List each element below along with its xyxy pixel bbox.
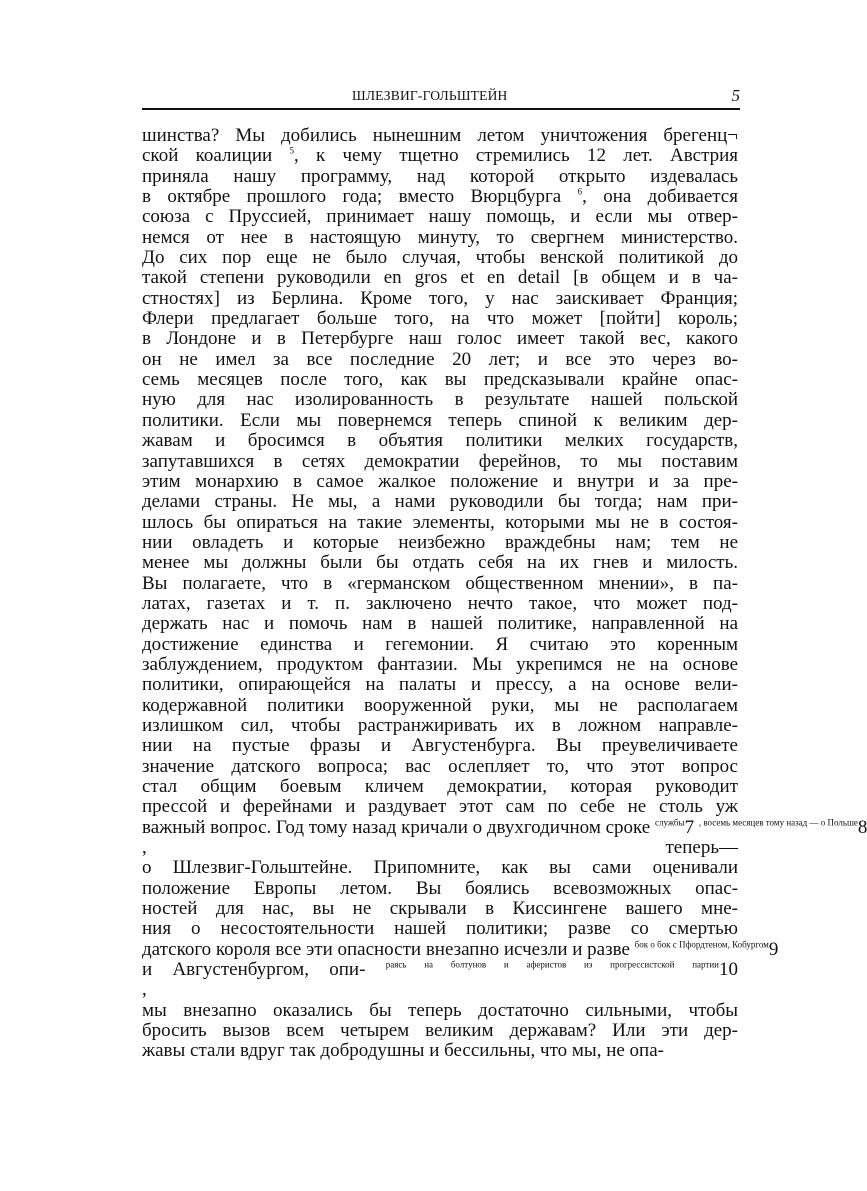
text-line: шлось бы опираться на такие элементы, которыми мы не в состоя- (142, 511, 738, 533)
text-line: жавы стали вдруг так добродушны и бессильны, что мы, не опа- (142, 1040, 664, 1062)
text-line: приняла нашу программу, над которой открыто издевалась (142, 165, 738, 187)
text-line: жавам и бросимся в объятия политики мелких государств, (142, 430, 738, 452)
text-line: стностях] из Берлина. Кроме того, у нас заискивает Франция; (142, 287, 738, 309)
text-line: латах, газетах и т. п. заключено нечто такое, что может под- (142, 592, 738, 614)
text-line: шинства? Мы добились нынешним летом уничтожения брегенц¬ (142, 125, 738, 146)
header-rule (142, 108, 740, 110)
text-line: положение Европы летом. Вы боялись всевозможных опас- (142, 877, 738, 899)
text-line: и Августенбургом, опи- $^{раясь на болтунов и аферистов из прогрессистской партии}$10 (142, 959, 738, 981)
text-line: политики, опирающейся на палаты и прессу, а на основе вели- (142, 674, 738, 696)
page-header (142, 84, 742, 114)
text-line: До сих пор еще не было случая, чтобы венской политикой до (142, 247, 738, 269)
footnote-ref: 5 (289, 146, 294, 157)
footnote-ref: 6 (577, 186, 583, 197)
text-line: прессой и ферейнами и раздувает этот сам по себе не столь уж (142, 796, 738, 818)
body-text (142, 125, 867, 1062)
footnote-ref: раясь на болтунов и аферистов из прогрессистской партии (385, 959, 719, 970)
text-line: достижение единства и гегемонии. Я считаю это коренным (142, 633, 738, 655)
footnote-ref: бок о бок с Пфордтеном, Кобургом (634, 939, 769, 950)
text-line: бросить вызов всем четырем великим державам? Или эти дер- (142, 1020, 738, 1042)
text-line: делами страны. Не мы, а нами руководили бы тогда; нам при- (142, 491, 738, 513)
text-line: значение датского вопроса; вас ослепляет то, что этот вопрос (142, 755, 738, 777)
text-line: он не имел за все последние 20 лет; и все это через во- (142, 348, 738, 370)
text-line: семь месяцев после того, как вы предсказывали крайне опас- (142, 369, 738, 391)
text-line: ную для нас изолированность в результате нашей польской (142, 389, 738, 411)
text-line: немся от нее в настоящую минуту, то свергнем министерство. (142, 226, 738, 248)
text-line: о Шлезвиг-Гольштейне. Припомните, как вы сами оценивали (142, 857, 738, 879)
text-line: нии овладеть и которые неизбежно враждебны нам; тем не (142, 531, 738, 553)
text-line: важный вопрос. Год тому назад кричали о двухгодичном сроке $^{службы}$7 $^{, восемь месяцев тому назад — о Польше}$8 (142, 816, 867, 838)
text-line: заблуждением, продуктом фантазии. Мы укрепимся не на основе (142, 653, 738, 675)
text-line: политики. Если мы повернемся теперь спиной к великим дер- (142, 409, 738, 431)
text-line: этим монархию в самое жалкое положение и внутри и за пре- (142, 470, 738, 492)
text-line: ской коалиции $^5$, к чему тщетно стремились 12 лет. Австрия (142, 145, 739, 167)
text-line: менее мы должны были бы отдать себя на их гнев и милость. (142, 552, 738, 574)
text-line: в октябре прошлого года; вместо Вюрцбурга $^6$, она добивается (142, 186, 738, 208)
text-line: стал общим боевым кличем демократии, которая руководит (142, 776, 738, 797)
text-line: датского короля все эти опасности внезапно исчезли и разве $^{бок о бок с Пфордтеном, Кобургом}$9 (142, 938, 779, 960)
text-line: союза с Пруссией, принимает нашу помощь, и если мы отвер- (142, 206, 738, 228)
text-line: ностей для нас, вы не скрывали в Киссингене вашего мне- (142, 898, 738, 920)
text-line: Флери предлагает больше того, на что может [пойти] король; (142, 308, 738, 330)
footnote-ref: , восемь месяцев тому назад — о Польше (698, 817, 858, 828)
text-line: кодержавной политики вооруженной руки, мы не располагаем (142, 694, 738, 716)
text-line: нии на пустые фразы и Августенбурга. Вы преувеличиваете (142, 735, 738, 757)
text-line: Вы полагаете, что в «германском общественном мнении», в па- (142, 572, 738, 594)
text-line: мы внезапно оказались бы теперь достаточно сильными, чтобы (142, 999, 738, 1021)
text-line: излишком сил, чтобы растранжиривать их в ложном направле- (142, 714, 738, 736)
text-line: ния о несостоятельности нашей политики; разве со смертью (142, 918, 738, 940)
text-line: запутавшихся в сетях демократии ферейнов, то мы поставим (142, 450, 738, 472)
text-line: , (142, 979, 147, 1001)
text-line: , теперь— (142, 837, 738, 859)
text-line: в Лондоне и в Петербурге наш голос имеет такой вес, какого (142, 328, 738, 350)
page-number: 5 (731, 86, 740, 105)
text-line: держать нас и помочь нам в нашей политике, направленной на (142, 613, 738, 635)
footnote-ref: службы (654, 817, 685, 828)
running-title: ШЛЕЗВИГ-ГОЛЬШТЕЙН (352, 88, 508, 103)
text-line: такой степени руководили en gros et en detail [в общем и в ча- (142, 267, 738, 289)
